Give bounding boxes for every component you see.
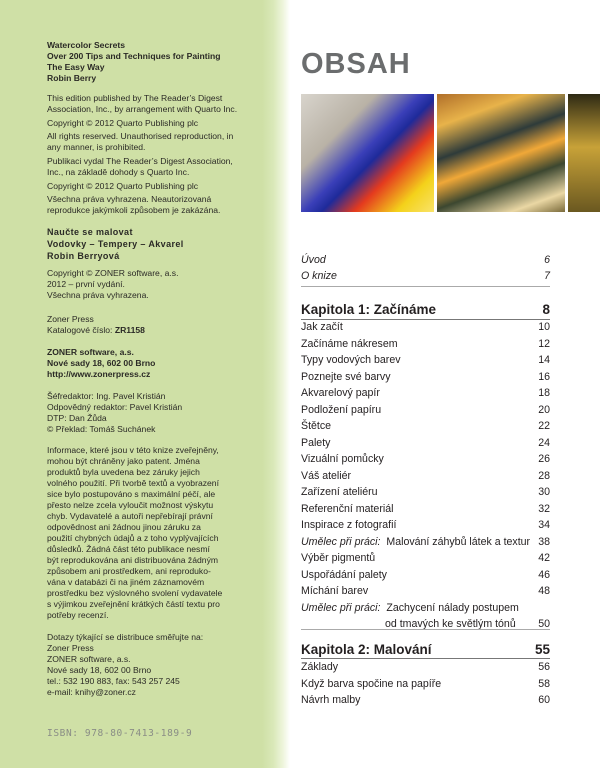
toc-entry[interactable]: Váš ateliér 28	[301, 469, 550, 482]
divider	[301, 629, 550, 630]
isbn: ISBN: 978-80-7413-189-9	[47, 728, 193, 739]
original-title: Watercolor Secrets Over 200 Tips and Techniques for Painting The Easy Way Robin Berry	[47, 40, 221, 83]
toc-entry[interactable]: Poznejte své barvy 16	[301, 370, 550, 383]
publisher-address: ZONER software, a.s. Nové sady 18, 602 00 Brno http://www.zonerpress.cz	[47, 347, 156, 379]
czech-title: Naučte se malovat Vodovky – Tempery – Akvarel Robin Berryová	[47, 227, 184, 261]
publikaci-note: Publikaci vydal The Reader’s Digest Association, Inc., na základě dohody s Quarto Inc.	[47, 156, 233, 177]
czech-copyright: Copyright © ZONER software, a.s. 2012 – první vydání. Všechna práva vyhrazena.	[47, 268, 179, 300]
copyright-quarto-cz: Copyright © 2012 Quarto Publishing plc	[47, 181, 199, 191]
edition-note: This edition published by The Reader’s Digest Association, Inc., by arrangement with Quarto Inc.	[47, 93, 238, 114]
toc-entry[interactable]: Když barva spočine na papíře 58	[301, 677, 550, 690]
toc-entry[interactable]: Výběr pigmentů 42	[301, 552, 550, 564]
prava-note: Všechna práva vyhrazena. Neautorizovaná reprodukce jakýmkoli způsobem je zakázána.	[47, 194, 221, 215]
chapter-rule	[301, 658, 550, 659]
photo-textured-painting	[437, 94, 565, 212]
disclaimer: Informace, které jsou v této knize zveřejněny, mohou být chráněny jako patent. Jména produktů byla uvedena bez záruky jejich volného použití. Při tvorbě textů a vyobrazení sice bylo postupováno s maximální péčí, ale přesto nelze zcela vyloučit možnost výskytu chyb. Vydavatelé a autoři nepřebírají právní odpovědnost ani žádnou jinou záruku za použití chybných údajů a z toho vyplývajících důsledků. Žádná část této publikace nesmí být reprodukována ani distribuována žádným způsobem ani prostředkem, ani reproduko- vána v databázi či na jiném záznamovém prostředku bez výslovného svolení vydavatele s výjimkou zveřejnění krátkých částí textu pro potřeby recenzí.	[47, 445, 223, 620]
toc-entry[interactable]: Zařízení ateliéru 30	[301, 486, 550, 498]
distribution-contact: Dotazy týkající se distribuce směřujte na: Zoner Press ZONER software, a.s. Nové sady 18, 602 00 Brno tel.: 532 190 883, fax: 543 257 245 e-mail: knihy@zoner.cz	[47, 632, 204, 697]
credits: Šéfredaktor: Ing. Pavel Kristián Odpovědný redaktor: Pavel Kristián DTP: Dan Žůda © Překlad: Tomáš Suchánek	[47, 391, 183, 434]
photo-cropped	[568, 94, 600, 212]
toc-entry[interactable]: Inspirace z fotografií 34	[301, 519, 550, 531]
toc-entry-artist[interactable]: Umělec při práci: Zachycení nálady postupem od tmavých ke světlým tónů 50	[301, 601, 550, 630]
copyright-quarto: Copyright © 2012 Quarto Publishing plc	[47, 118, 199, 128]
chapter-rule	[301, 319, 550, 320]
toc-entry[interactable]: Základy 56	[301, 661, 550, 673]
wash-edge	[262, 0, 290, 768]
toc-entry[interactable]: O knize 7	[301, 270, 550, 282]
divider	[301, 286, 550, 287]
press-info: Zoner Press Katalogové číslo: ZR1158	[47, 314, 145, 335]
toc-entry[interactable]: Palety 24	[301, 436, 550, 449]
toc-entry[interactable]: Štětce 22	[301, 420, 550, 432]
toc-entry[interactable]: Úvod 6	[301, 254, 550, 266]
toc-entry[interactable]: Podložení papíru 20	[301, 403, 550, 416]
toc-entry[interactable]: Vizuální pomůcky 26	[301, 453, 550, 465]
toc-entry-artist[interactable]: Umělec při práci: Malování záhybů látek a textur 38	[301, 535, 550, 548]
rights-note: All rights reserved. Unauthorised reproduction, in any manner, is prohibited.	[47, 131, 234, 152]
toc-entry[interactable]: Uspořádání palety 46	[301, 568, 550, 581]
toc-entry[interactable]: Jak začít 10	[301, 321, 550, 333]
toc-entry[interactable]: Návrh malby 60	[301, 694, 550, 706]
toc-entry[interactable]: Referenční materiál 32	[301, 502, 550, 515]
toc-entry[interactable]: Akvarelový papír 18	[301, 387, 550, 399]
toc-entry[interactable]: Míchání barev 48	[301, 585, 550, 597]
toc-entry[interactable]: Začínáme nákresem 12	[301, 337, 550, 350]
colophon-panel	[0, 0, 290, 768]
photo-paint-colors	[301, 94, 434, 212]
page-title: OBSAH	[301, 48, 411, 80]
toc-entry[interactable]: Typy vodových barev 14	[301, 354, 550, 366]
